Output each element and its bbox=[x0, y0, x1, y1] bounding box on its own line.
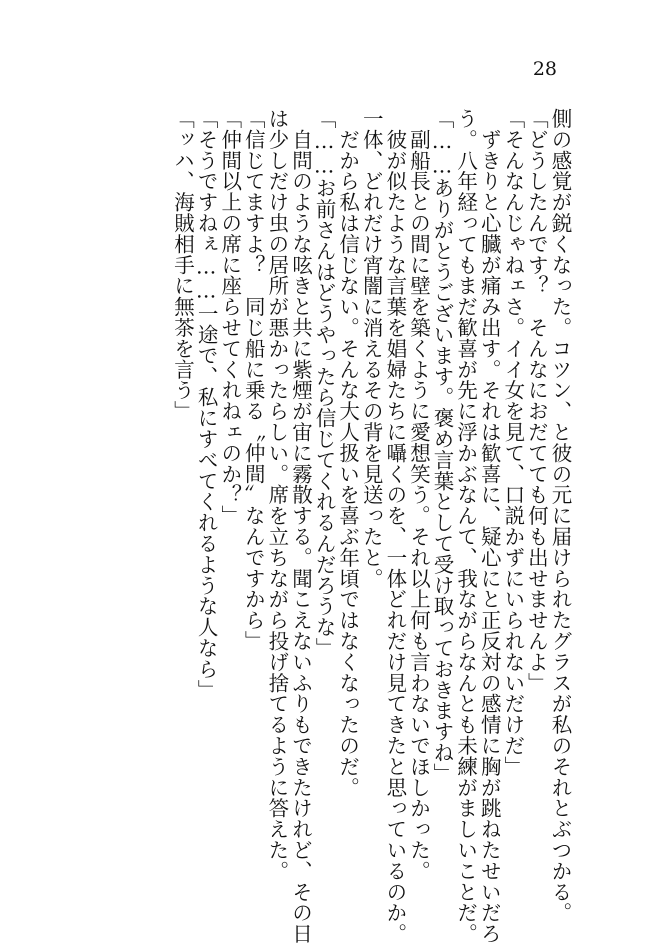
text-line: だから私は信じない。そんな大人扱いを喜ぶ年頃ではなくなったのだ。 bbox=[335, 108, 360, 798]
text-line: 「仲間以上の席に座らせてくれねェのか？」 bbox=[217, 108, 242, 526]
text-line: ずきりと心臓が痛み出す。それは歓喜に、疑心にと正反対の感情に胸が跳ねたせいだろ bbox=[477, 108, 502, 944]
text-line: 側の感覚が鋭くなった。コツン、と彼の元に届けられたグラスが私のそれとぶつかる。 bbox=[548, 108, 572, 924]
text-line: 一体、どれだけ宵闇に消えるその背を見送ったと。 bbox=[359, 108, 384, 589]
text-line: 「そんなんじゃねェさ。イイ女を見て、口説かずにいられないだけだ」 bbox=[500, 108, 525, 777]
text-line: 彼が似たような言葉を娼婦たちに囁くのを、一体どれだけ見てきたと思っているのか。 bbox=[382, 108, 407, 944]
text-line: 「そうですねぇ……一途で、私にすべてくれるような人なら」 bbox=[194, 108, 219, 701]
page-number: 28 bbox=[532, 58, 557, 80]
text-line: 「ッハ、海賊相手に無茶を言う」 bbox=[170, 108, 195, 422]
text-line: は少しだけ虫の居所が悪かったらしい。席を立ちながら投げ捨てるように答えた。 bbox=[264, 108, 289, 882]
text-line: 「……お前さんはどうやったら信じてくれるんだろうな」 bbox=[312, 108, 337, 659]
text-line: 「どうしたんです？ そんなにおだてても何も出せませんよ」 bbox=[524, 108, 549, 694]
text-line: 「……ありがとうございます。褒め言葉として受け取っておきますね」 bbox=[430, 108, 455, 784]
text-line: 副船長との間に壁を築くように愛想笑う。それ以上何も言わないでほしかった。 bbox=[406, 108, 431, 882]
text-line: 自問のような呟きと共に紫煙が宙に霧散する。聞こえないふりもできたけれど、その日 bbox=[288, 108, 313, 944]
text-line: う。八年経ってもまだ歓喜が先に浮かぶなんて、我ながらなんとも未練がましいことだ。 bbox=[453, 108, 478, 944]
vertical-text-body bbox=[108, 108, 572, 944]
text-line: 「信じてますよ？ 同じ船に乗る〝仲間〟なんですから」 bbox=[241, 108, 266, 652]
